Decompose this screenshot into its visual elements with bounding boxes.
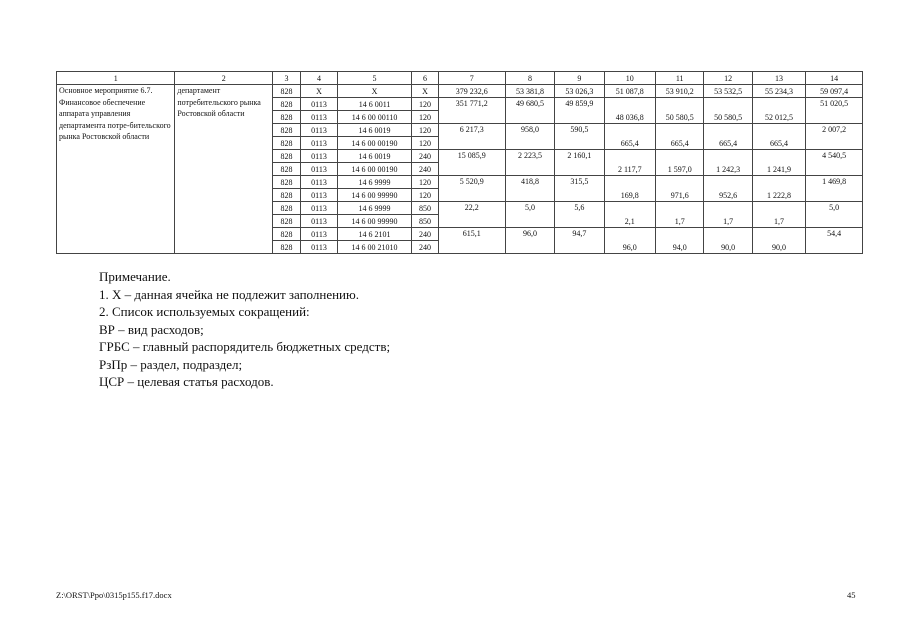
vr-cell: 120 (412, 176, 439, 189)
value-cell: 952,6 (704, 176, 752, 202)
column-header: 4 (300, 72, 337, 85)
value-cell: 94,7 (555, 228, 604, 254)
value-cell: 665,4 (656, 124, 704, 150)
csr-cell: 14 6 00 00110 (337, 111, 411, 124)
note-line: ВР – вид расходов; (99, 321, 204, 337)
vr-cell: 240 (412, 241, 439, 254)
value-cell: 96,0 (604, 228, 655, 254)
value-cell: 2,1 (604, 202, 655, 228)
value-cell: 15 085,9 (438, 150, 505, 176)
value-cell: 1 222,8 (752, 176, 806, 202)
value-cell: 2 160,1 (555, 150, 604, 176)
rzpr-cell: X (300, 85, 337, 98)
vr-cell: 120 (412, 111, 439, 124)
executor-cell: департамент потребительского рынка Ростовской области (175, 85, 273, 254)
vr-cell: 120 (412, 189, 439, 202)
value-cell: 2 007,2 (806, 124, 863, 150)
rzpr-cell: 0113 (300, 124, 337, 137)
column-header: 9 (555, 72, 604, 85)
note-line: 2. Список используемых сокращений: (99, 304, 310, 319)
rzpr-cell: 0113 (300, 176, 337, 189)
grbs-cell: 828 (273, 189, 301, 202)
column-header: 14 (806, 72, 863, 85)
csr-cell: 14 6 00 99990 (337, 215, 411, 228)
grbs-cell: 828 (273, 111, 301, 124)
value-cell: 59 097,4 (806, 85, 863, 98)
value-cell: 49 859,9 (555, 98, 604, 124)
value-cell: 6 217,3 (438, 124, 505, 150)
value-cell: 51 087,8 (604, 85, 655, 98)
value-cell: 1 241,9 (752, 150, 806, 176)
vr-cell: 850 (412, 215, 439, 228)
note-line: ЦСР – целевая статья расходов. (99, 374, 274, 389)
value-cell: 665,4 (604, 124, 655, 150)
column-header: 10 (604, 72, 655, 85)
column-header: 11 (656, 72, 704, 85)
csr-cell: 14 6 0019 (337, 150, 411, 163)
csr-cell: 14 6 2101 (337, 228, 411, 241)
value-cell: 22,2 (438, 202, 505, 228)
value-cell: 1 597,0 (656, 150, 704, 176)
grbs-cell: 828 (273, 163, 301, 176)
csr-cell: 14 6 0011 (337, 98, 411, 111)
vr-cell: 240 (412, 228, 439, 241)
value-cell: 48 036,8 (604, 98, 655, 124)
rzpr-cell: 0113 (300, 150, 337, 163)
rzpr-cell: 0113 (300, 228, 337, 241)
footer-file-path: Z:\ORST\Ppo\0315p155.f17.docx (56, 590, 172, 600)
vr-cell: 850 (412, 202, 439, 215)
value-cell: 379 232,6 (438, 85, 505, 98)
csr-cell: X (337, 85, 411, 98)
value-cell: 53 532,5 (704, 85, 752, 98)
value-cell: 665,4 (704, 124, 752, 150)
value-cell: 590,5 (555, 124, 604, 150)
value-cell: 169,8 (604, 176, 655, 202)
vr-cell: 240 (412, 150, 439, 163)
csr-cell: 14 6 00 99990 (337, 189, 411, 202)
value-cell: 5,0 (505, 202, 554, 228)
value-cell: 615,1 (438, 228, 505, 254)
value-cell: 53 026,3 (555, 85, 604, 98)
value-cell: 5 520,9 (438, 176, 505, 202)
value-cell: 50 580,5 (656, 98, 704, 124)
budget-table (56, 71, 863, 254)
value-cell: 50 580,5 (704, 98, 752, 124)
grbs-cell: 828 (273, 137, 301, 150)
rzpr-cell: 0113 (300, 189, 337, 202)
table-row (57, 85, 863, 98)
grbs-cell: 828 (273, 124, 301, 137)
csr-cell: 14 6 0019 (337, 124, 411, 137)
value-cell: 51 020,5 (806, 98, 863, 124)
table-header-row (57, 72, 863, 85)
value-cell: 1,7 (752, 202, 806, 228)
csr-cell: 14 6 00 00190 (337, 137, 411, 150)
rzpr-cell: 0113 (300, 241, 337, 254)
footer-page-number: 45 (847, 590, 856, 600)
value-cell: 1 242,3 (704, 150, 752, 176)
vr-cell: 240 (412, 163, 439, 176)
grbs-cell: 828 (273, 176, 301, 189)
vr-cell: X (412, 85, 439, 98)
value-cell: 351 771,2 (438, 98, 505, 124)
column-header: 1 (57, 72, 175, 85)
column-header: 7 (438, 72, 505, 85)
vr-cell: 120 (412, 98, 439, 111)
value-cell: 418,8 (505, 176, 554, 202)
value-cell: 5,6 (555, 202, 604, 228)
value-cell: 53 910,2 (656, 85, 704, 98)
note-line: РзПр – раздел, подраздел; (99, 356, 243, 372)
activity-name-cell: Основное мероприятие 6.7. Финансовое обеспечение аппарата управления департамента потре-бительского рынка Ростовской области (57, 85, 175, 254)
rzpr-cell: 0113 (300, 215, 337, 228)
column-header: 13 (752, 72, 806, 85)
rzpr-cell: 0113 (300, 202, 337, 215)
column-header: 2 (175, 72, 273, 85)
value-cell: 49 680,5 (505, 98, 554, 124)
value-cell: 315,5 (555, 176, 604, 202)
grbs-cell: 828 (273, 241, 301, 254)
value-cell: 1,7 (656, 202, 704, 228)
value-cell: 52 012,5 (752, 98, 806, 124)
rzpr-cell: 0113 (300, 111, 337, 124)
grbs-cell: 828 (273, 85, 301, 98)
csr-cell: 14 6 00 00190 (337, 163, 411, 176)
value-cell: 2 117,7 (604, 150, 655, 176)
csr-cell: 14 6 9999 (337, 176, 411, 189)
csr-cell: 14 6 9999 (337, 202, 411, 215)
value-cell: 2 223,5 (505, 150, 554, 176)
column-header: 6 (412, 72, 439, 85)
value-cell: 54,4 (806, 228, 863, 254)
value-cell: 4 540,5 (806, 150, 863, 176)
value-cell: 1 469,8 (806, 176, 863, 202)
rzpr-cell: 0113 (300, 137, 337, 150)
note-title: Примечание. (99, 269, 171, 284)
grbs-cell: 828 (273, 228, 301, 241)
rzpr-cell: 0113 (300, 98, 337, 111)
value-cell: 971,6 (656, 176, 704, 202)
note-line: ГРБС – главный распорядитель бюджетных средств; (99, 339, 391, 354)
rzpr-cell: 0113 (300, 163, 337, 176)
grbs-cell: 828 (273, 150, 301, 163)
column-header: 8 (505, 72, 554, 85)
column-header: 12 (704, 72, 752, 85)
note-line: 1. X – данная ячейка не подлежит заполнению. (99, 286, 359, 302)
column-header: 5 (337, 72, 411, 85)
vr-cell: 120 (412, 137, 439, 150)
value-cell: 94,0 (656, 228, 704, 254)
grbs-cell: 828 (273, 202, 301, 215)
value-cell: 1,7 (704, 202, 752, 228)
value-cell: 55 234,3 (752, 85, 806, 98)
value-cell: 96,0 (505, 228, 554, 254)
value-cell: 90,0 (704, 228, 752, 254)
column-header: 3 (273, 72, 301, 85)
grbs-cell: 828 (273, 215, 301, 228)
notes-section (99, 268, 390, 391)
value-cell: 53 381,8 (505, 85, 554, 98)
csr-cell: 14 6 00 21010 (337, 241, 411, 254)
value-cell: 90,0 (752, 228, 806, 254)
value-cell: 5,0 (806, 202, 863, 228)
vr-cell: 120 (412, 124, 439, 137)
value-cell: 665,4 (752, 124, 806, 150)
value-cell: 958,0 (505, 124, 554, 150)
grbs-cell: 828 (273, 98, 301, 111)
